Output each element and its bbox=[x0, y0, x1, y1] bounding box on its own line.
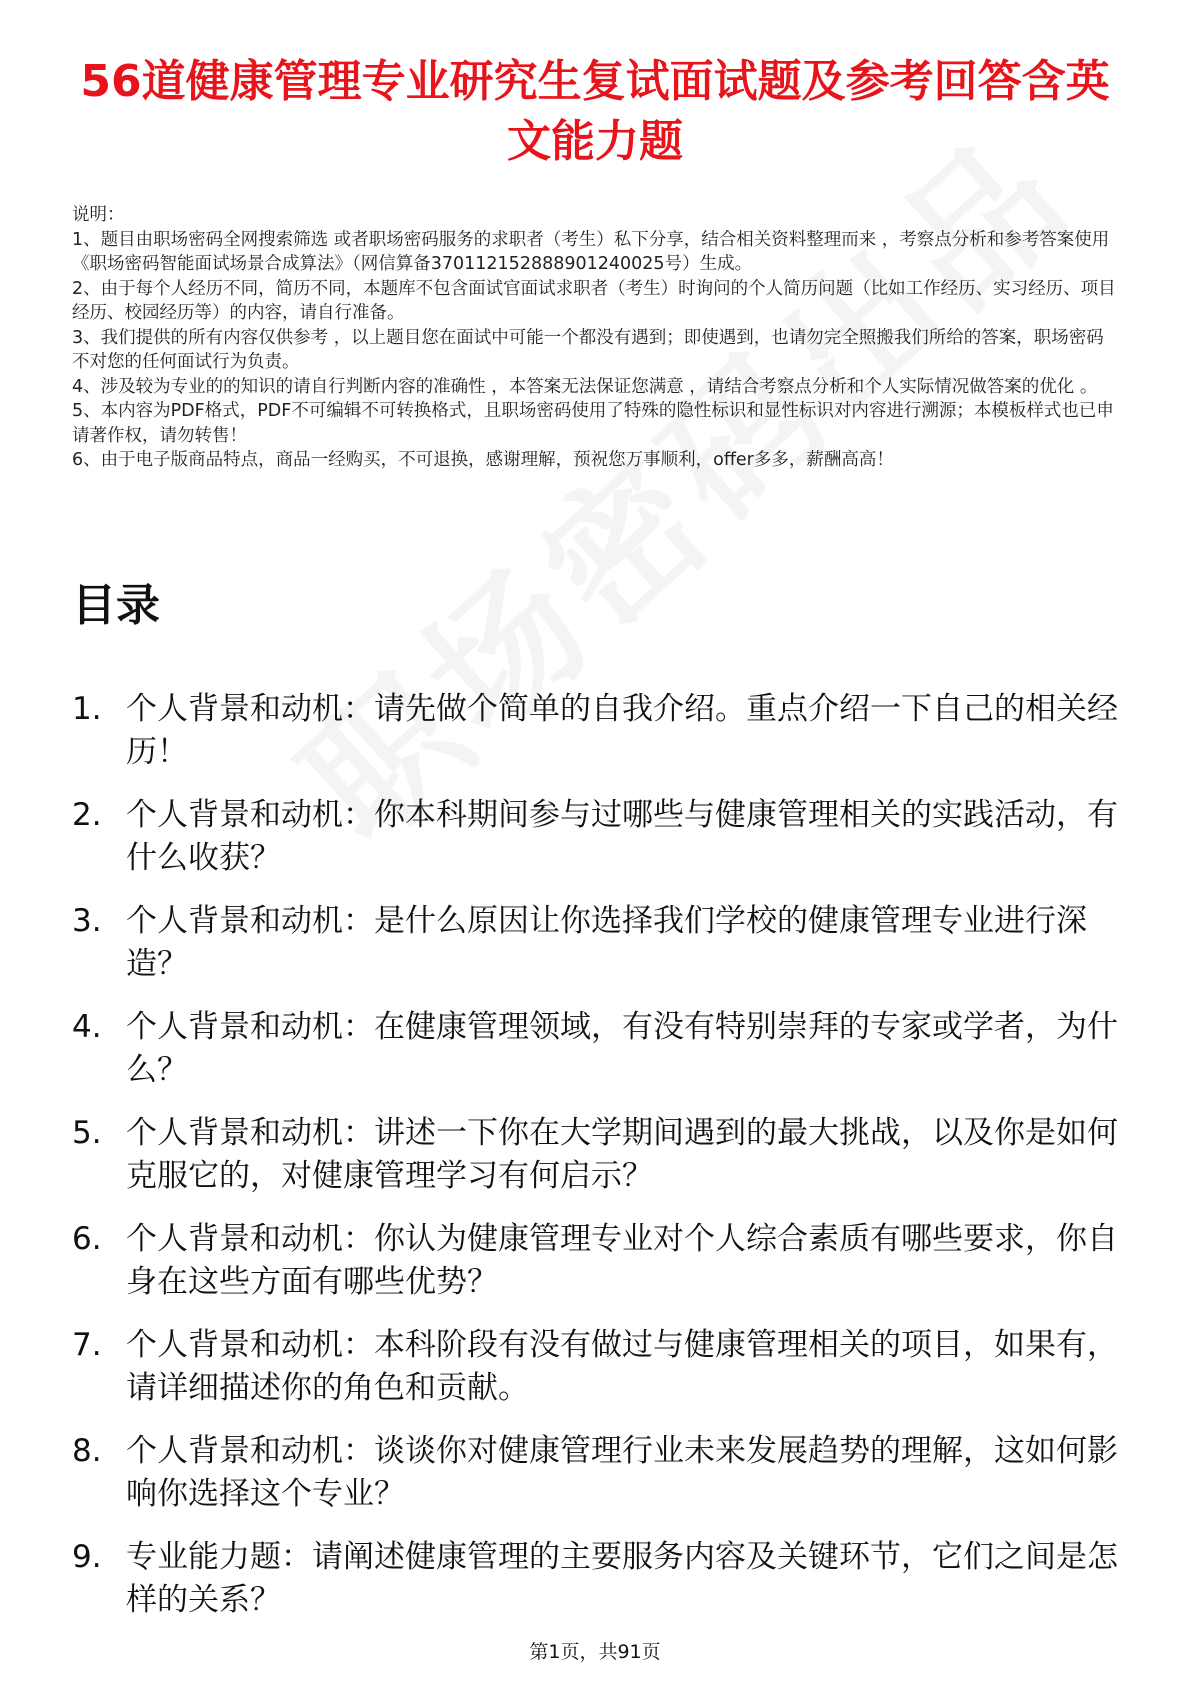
toc-item-text: 个人背景和动机：请先做个简单的自我介绍。重点介绍一下自己的相关经历！ bbox=[126, 691, 1118, 770]
toc-item-number: 9. bbox=[72, 1539, 102, 1575]
toc-item[interactable] bbox=[72, 794, 1122, 880]
toc-item[interactable] bbox=[72, 688, 1122, 774]
document-title: 56道健康管理专业研究生复试面试题及参考回答含英文能力题 bbox=[80, 56, 1110, 167]
toc-item-number: 7. bbox=[72, 1327, 102, 1363]
toc-item[interactable] bbox=[72, 1112, 1122, 1198]
notes-line: 1、题目由职场密码全网搜索筛选 或者职场密码服务的求职者（考生）私下分享，结合相关资料整理而来 ，考察点分析和参考答案使用《职场密码智能面试场景合成算法》（网信算备370112152888901240025号）生成。 bbox=[72, 229, 1110, 274]
toc-item-number: 6. bbox=[72, 1221, 102, 1257]
toc-item-text: 个人背景和动机：你认为健康管理专业对个人综合素质有哪些要求，你自身在这些方面有哪些优势？ bbox=[126, 1221, 1118, 1300]
notes-section bbox=[72, 203, 1120, 473]
toc-item-text: 个人背景和动机：你本科期间参与过哪些与健康管理相关的实践活动，有什么收获？ bbox=[126, 797, 1118, 876]
notes-heading: 说明： bbox=[72, 205, 125, 225]
toc-item-text: 个人背景和动机：是什么原因让你选择我们学校的健康管理专业进行深造？ bbox=[126, 903, 1087, 982]
toc-item-text: 个人背景和动机：本科阶段有没有做过与健康管理相关的项目，如果有，请详细描述你的角色和贡献。 bbox=[126, 1327, 1118, 1406]
toc-item[interactable] bbox=[72, 900, 1122, 986]
toc-item-number: 8. bbox=[72, 1433, 102, 1469]
toc-heading: 目录 bbox=[72, 580, 160, 631]
notes-line: 4、涉及较为专业的的知识的请自行判断内容的准确性 ，本答案无法保证您满意 ，请结合考察点分析和个人实际情况做答案的优化 。 bbox=[72, 376, 1098, 397]
toc-item-number: 2. bbox=[72, 797, 102, 833]
toc-item-text: 专业能力题：请阐述健康管理的主要服务内容及关键环节，它们之间是怎样的关系？ bbox=[126, 1539, 1118, 1618]
toc-item-number: 1. bbox=[72, 691, 102, 727]
toc-item[interactable] bbox=[72, 1324, 1122, 1410]
notes-line: 2、由于每个人经历不同，简历不同，本题库不包含面试官面试求职者（考生）时询问的个人简历问题（比如工作经历、实习经历、项目经历、校园经历等）的内容，请自行准备。 bbox=[72, 278, 1116, 323]
toc-item-number: 5. bbox=[72, 1115, 102, 1151]
toc-item[interactable] bbox=[72, 1006, 1122, 1092]
toc-list bbox=[72, 688, 1122, 1642]
toc-item-text: 个人背景和动机：在健康管理领域，有没有特别崇拜的专家或学者，为什么？ bbox=[126, 1009, 1118, 1088]
notes-line: 6、由于电子版商品特点，商品一经购买，不可退换，感谢理解，预祝您万事顺利，offer多多，薪酬高高！ bbox=[72, 450, 894, 470]
toc-item[interactable] bbox=[72, 1536, 1122, 1622]
toc-item-text: 个人背景和动机：谈谈你对健康管理行业未来发展趋势的理解，这如何影响你选择这个专业？ bbox=[126, 1433, 1118, 1512]
toc-item[interactable] bbox=[72, 1430, 1122, 1516]
notes-line: 3、我们提供的所有内容仅供参考 ，以上题目您在面试中可能一个都没有遇到；即使遇到，也请勿完全照搬我们所给的答案，职场密码不对您的任何面试行为负责。 bbox=[72, 327, 1104, 372]
page-footer: 第1页，共91页 bbox=[529, 1641, 661, 1663]
toc-item-number: 3. bbox=[72, 903, 102, 939]
toc-item-text: 个人背景和动机：讲述一下你在大学期间遇到的最大挑战，以及你是如何克服它的，对健康管理学习有何启示？ bbox=[126, 1115, 1118, 1194]
notes-line: 5、本内容为PDF格式，PDF不可编辑不可转换格式，且职场密码使用了特殊的隐性标识和显性标识对内容进行溯源；本模板样式也已申请著作权，请勿转售！ bbox=[72, 401, 1114, 446]
toc-item[interactable] bbox=[72, 1218, 1122, 1304]
toc-item-number: 4. bbox=[72, 1009, 102, 1045]
